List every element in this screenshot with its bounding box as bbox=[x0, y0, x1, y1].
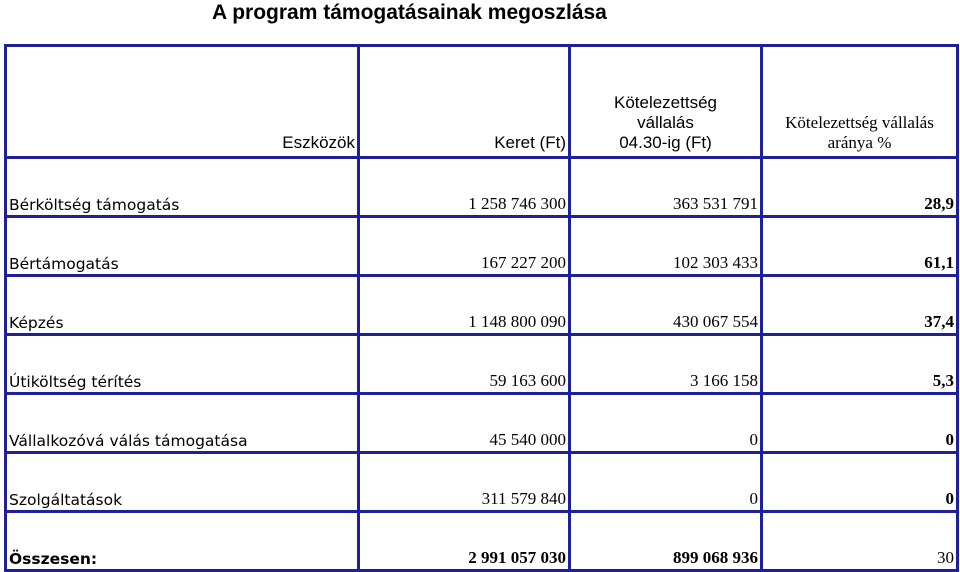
row-kotelezettseg: 3 166 158 bbox=[568, 333, 760, 392]
header-keret: Keret (Ft) bbox=[357, 44, 568, 156]
row-arany: 61,1 bbox=[760, 215, 959, 274]
row-name: Bérköltség támogatás bbox=[4, 156, 357, 215]
total-label: Összesen: bbox=[4, 510, 357, 572]
row-name: Vállalkozóvá válás támogatása bbox=[4, 392, 357, 451]
header-eszkozok: Eszközök bbox=[4, 44, 357, 156]
total-keret: 2 991 057 030 bbox=[357, 510, 568, 572]
row-kotelezettseg: 430 067 554 bbox=[568, 274, 760, 333]
row-kotelezettseg: 0 bbox=[568, 392, 760, 451]
table-row bbox=[4, 156, 959, 215]
table-row bbox=[4, 333, 959, 392]
table-row bbox=[4, 274, 959, 333]
row-keret: 167 227 200 bbox=[357, 215, 568, 274]
row-arany: 37,4 bbox=[760, 274, 959, 333]
total-kotelezettseg: 899 068 936 bbox=[568, 510, 760, 572]
row-arany: 28,9 bbox=[760, 156, 959, 215]
total-arany: 30 bbox=[760, 510, 959, 572]
row-kotelezettseg: 102 303 433 bbox=[568, 215, 760, 274]
table-row bbox=[4, 215, 959, 274]
total-row bbox=[4, 510, 959, 572]
row-name: Útiköltség térítés bbox=[4, 333, 357, 392]
header-kotelezettseg: Kötelezettség vállalás 04.30-ig (Ft) bbox=[568, 44, 760, 156]
table-header-row bbox=[4, 44, 959, 156]
table-row bbox=[4, 451, 959, 510]
table-row bbox=[4, 392, 959, 451]
row-name: Szolgáltatások bbox=[4, 451, 357, 510]
row-arany: 5,3 bbox=[760, 333, 959, 392]
row-keret: 59 163 600 bbox=[357, 333, 568, 392]
row-name: Bértámogatás bbox=[4, 215, 357, 274]
row-keret: 311 579 840 bbox=[357, 451, 568, 510]
support-distribution-table bbox=[4, 44, 959, 572]
row-name: Képzés bbox=[4, 274, 357, 333]
row-keret: 1 148 800 090 bbox=[357, 274, 568, 333]
page-title: A program támogatásainak megoszlása bbox=[212, 1, 607, 24]
row-kotelezettseg: 363 531 791 bbox=[568, 156, 760, 215]
row-keret: 45 540 000 bbox=[357, 392, 568, 451]
row-kotelezettseg: 0 bbox=[568, 451, 760, 510]
row-arany: 0 bbox=[760, 451, 959, 510]
row-keret: 1 258 746 300 bbox=[357, 156, 568, 215]
row-arany: 0 bbox=[760, 392, 959, 451]
header-arany: Kötelezettség vállalás aránya % bbox=[760, 44, 959, 156]
